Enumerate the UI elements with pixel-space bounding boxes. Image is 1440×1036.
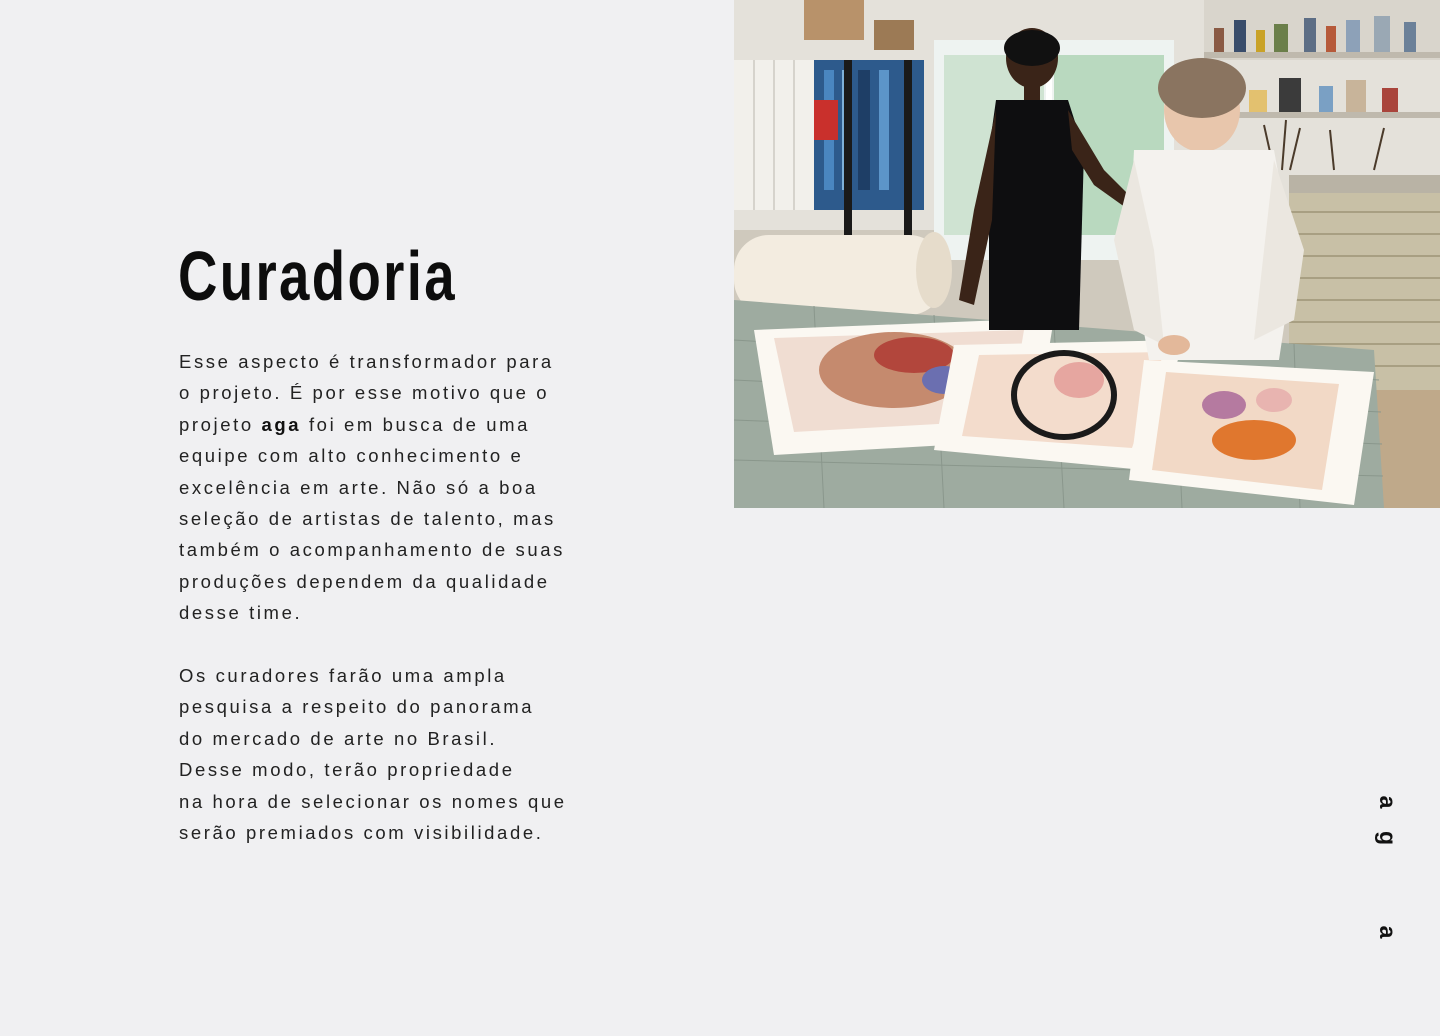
logo-letter-3: a bbox=[1375, 925, 1401, 939]
paragraph-1-line-8: produções dependem da qualidade bbox=[179, 570, 550, 592]
logo-letter-1: a bbox=[1375, 795, 1401, 809]
body-text bbox=[179, 346, 619, 848]
paragraph-1-line-3 bbox=[179, 409, 619, 440]
paragraph-1-line-5: excelência em arte. Não só a boa bbox=[179, 476, 538, 498]
paragraph-1-line-4: equipe com alto conhecimento e bbox=[179, 445, 524, 467]
paragraph-1-line-3-end: foi em busca de uma bbox=[301, 413, 531, 435]
paragraph-gap bbox=[179, 629, 619, 660]
project-name-bold: aga bbox=[261, 413, 302, 435]
paragraph-2-line-5: na hora de selecionar os nomes que bbox=[179, 790, 567, 812]
paragraph-1-line-6: seleção de artistas de talento, mas bbox=[179, 508, 556, 530]
paragraph-2-line-1: Os curadores farão uma ampla bbox=[179, 665, 507, 687]
paragraph-2-line-3: do mercado de arte no Brasil. bbox=[179, 727, 498, 749]
paragraph-1-line-9: desse time. bbox=[179, 602, 303, 624]
paragraph-2-line-2: pesquisa a respeito do panorama bbox=[179, 696, 535, 718]
paragraph-1-line-2: o projeto. É por esse motivo que o bbox=[179, 382, 550, 404]
paragraph-2-line-4: Desse modo, terão propriedade bbox=[179, 759, 515, 781]
paragraph-1-line-1: Esse aspecto é transformador para bbox=[179, 351, 554, 372]
paragraph-1-line-3-start: projeto bbox=[179, 413, 262, 435]
paragraph-1-line-7: também o acompanhamento de suas bbox=[179, 539, 566, 561]
page-title: Curadoria bbox=[178, 237, 457, 315]
aga-vertical-logo bbox=[1376, 790, 1400, 940]
paragraph-2-line-6: serão premiados com visibilidade. bbox=[179, 822, 544, 844]
curators-studio-photo bbox=[734, 0, 1440, 508]
logo-letter-2: g bbox=[1375, 830, 1401, 846]
